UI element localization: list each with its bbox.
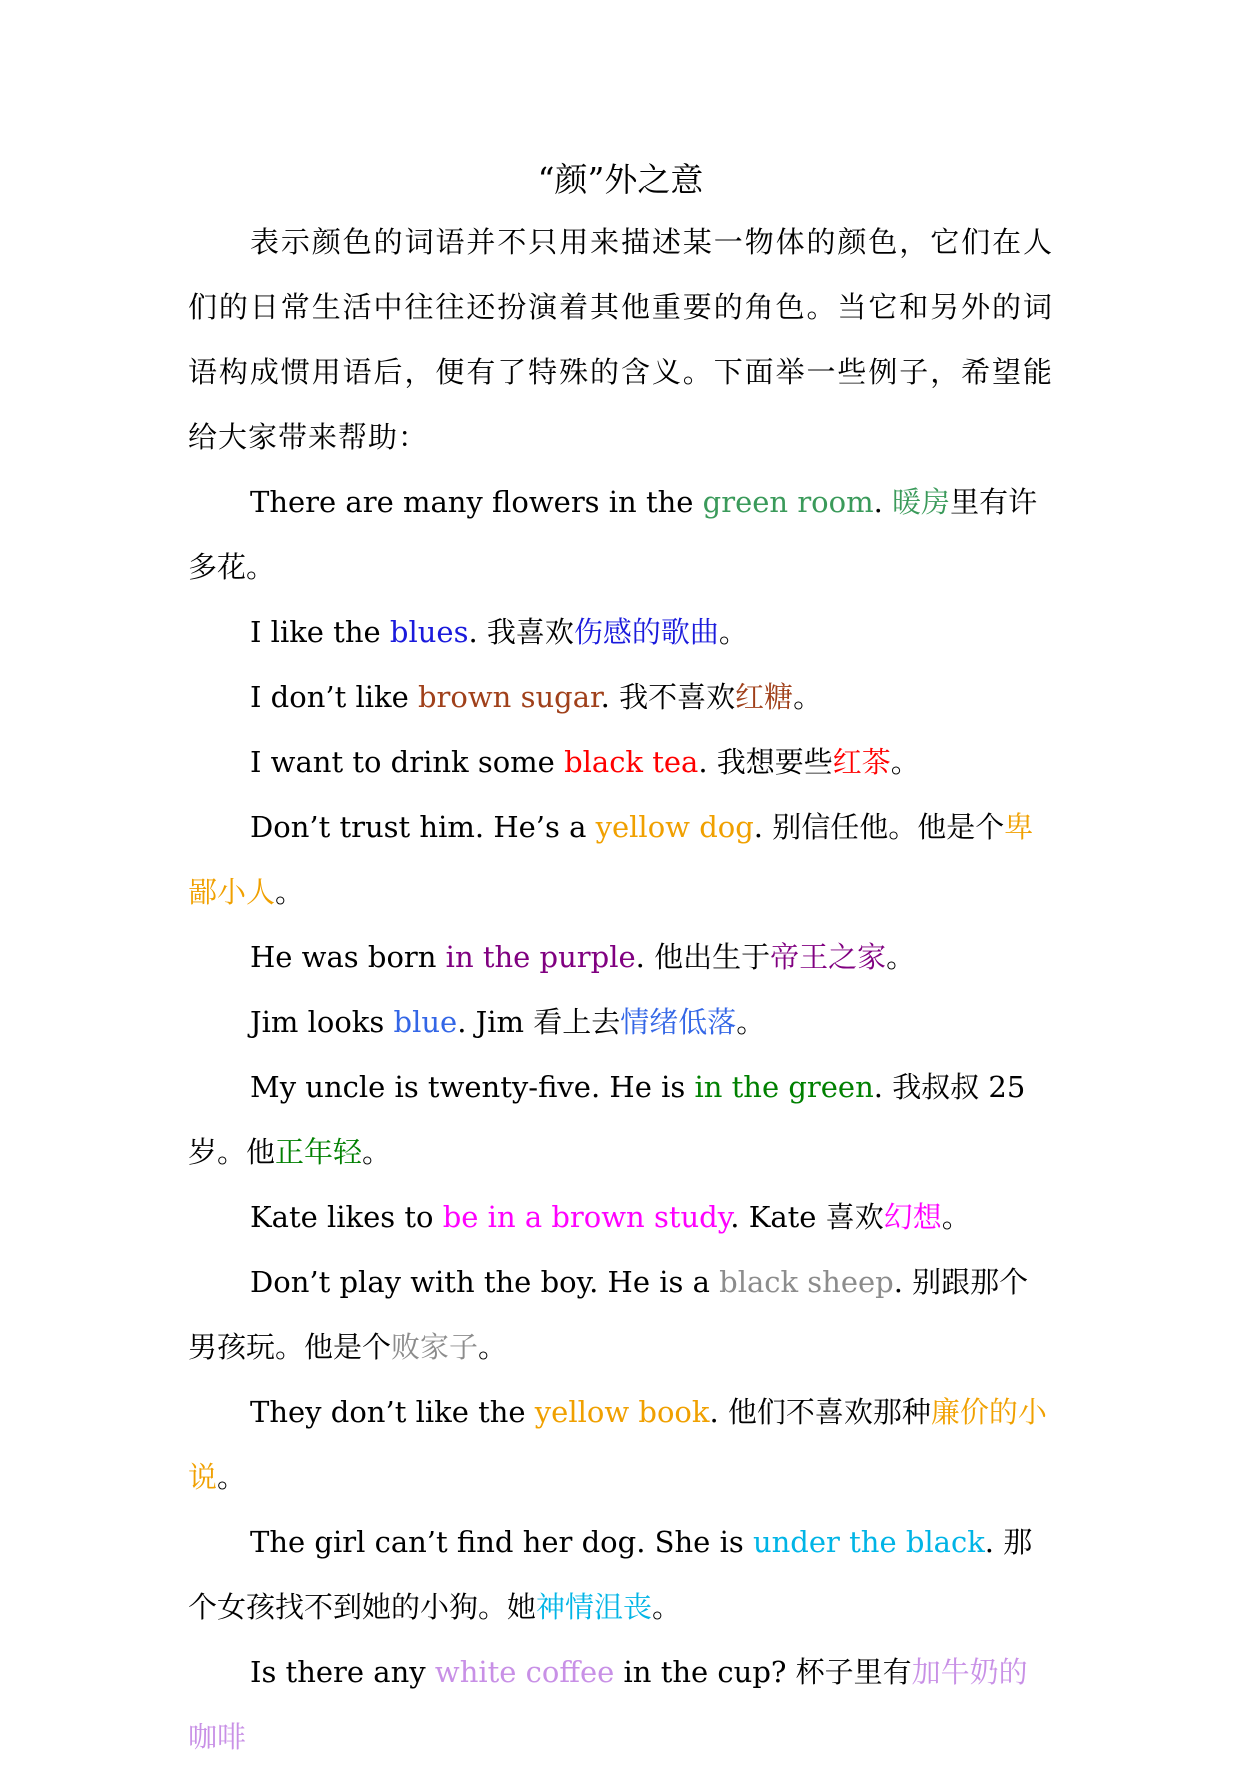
document-title: “颜”外之意	[537, 160, 704, 199]
sentence-text: 。	[793, 680, 823, 714]
sentence-text: Don’t trust him. He’s a	[250, 810, 596, 844]
intro-paragraph: 表示颜色的词语并不只用来描述某一物体的颜色，它们在人们的日常生活中往往还扮演着其他重要的角色。当它和另外的词语构成惯用语后，便有了特殊的含义。下面举一些例子，希望能给大家带来帮助：	[188, 225, 1053, 454]
sentence-text: . 我叔叔 25 岁。他	[188, 1070, 1026, 1169]
highlighted-phrase: be in a brown study	[442, 1200, 731, 1234]
example-sentence	[188, 925, 1053, 990]
example-sentence	[188, 1055, 1053, 1185]
example-sentence	[188, 1640, 1053, 1770]
sentence-text: 。	[217, 1460, 247, 1494]
sentence-text: Don’t play with the boy. He is a	[250, 1265, 720, 1299]
sentence-text: 。	[736, 1005, 766, 1039]
sentence-text: I don’t like	[250, 680, 418, 714]
example-sentence	[188, 470, 1053, 600]
example-sentence	[188, 1185, 1053, 1250]
highlighted-phrase: green room	[702, 485, 874, 519]
sentence-text: I like the	[250, 615, 390, 649]
example-sentence	[188, 1380, 1053, 1510]
highlighted-phrase: 红茶	[832, 745, 891, 779]
sentence-text: The girl can’t find her dog. She is	[250, 1525, 753, 1559]
highlighted-phrase: under the black	[752, 1525, 985, 1559]
sentence-text: 里有许多花。	[188, 485, 1038, 584]
highlighted-phrase: in the purple	[445, 940, 636, 974]
highlighted-phrase: blue	[393, 1005, 458, 1039]
sentence-text: 。	[890, 745, 920, 779]
sentence-text: . 那个女孩找不到她的小狗。她	[188, 1525, 1033, 1624]
example-sentence	[188, 730, 1053, 795]
sentence-text: Is there any	[250, 1655, 435, 1689]
sentence-text: They don’t like the	[250, 1395, 535, 1429]
sentence-text: . Jim 看上去	[457, 1005, 621, 1039]
sentence-text: 。	[362, 1135, 392, 1169]
highlighted-phrase: black tea	[564, 745, 699, 779]
highlighted-phrase: 暖房	[892, 485, 951, 519]
example-sentence	[188, 1250, 1053, 1380]
sentence-text: . 我想要些	[698, 745, 833, 779]
highlighted-phrase: yellow dog	[595, 810, 754, 844]
highlighted-phrase: yellow book	[534, 1395, 710, 1429]
sentence-text: . 别信任他。他是个	[753, 810, 1005, 844]
highlighted-phrase: 红糖	[735, 680, 794, 714]
highlighted-phrase: 神情沮丧	[536, 1590, 653, 1624]
example-sentence	[188, 1510, 1053, 1640]
highlighted-phrase: 卑鄙小人	[188, 810, 1034, 909]
sentence-text: There are many flowers in the	[250, 485, 703, 519]
sentence-text: Jim looks	[250, 1005, 394, 1039]
sentence-text: My uncle is twenty-five. He is	[250, 1070, 695, 1104]
highlighted-phrase: 正年轻	[275, 1135, 363, 1169]
sentence-text: . 他出生于	[635, 940, 771, 974]
sentence-text: Kate likes to	[250, 1200, 443, 1234]
highlighted-phrase: 廉价的小说	[188, 1395, 1047, 1494]
sentence-text: 。	[275, 875, 305, 909]
highlighted-phrase: 败家子	[391, 1330, 479, 1364]
sentence-text: in the cup? 杯子里有	[614, 1655, 912, 1689]
highlighted-phrase: white coffee	[434, 1655, 615, 1689]
example-sentence-list	[188, 470, 1053, 1770]
sentence-text: . 我喜欢	[468, 615, 574, 649]
sentence-text: 。	[886, 940, 916, 974]
highlighted-phrase: blues	[389, 615, 469, 649]
sentence-text: He was born	[250, 940, 446, 974]
highlighted-phrase: 幻想	[883, 1200, 942, 1234]
sentence-text: 。	[652, 1590, 682, 1624]
highlighted-phrase: brown sugar	[417, 680, 601, 714]
sentence-text: 。	[941, 1200, 971, 1234]
sentence-text: 。	[478, 1330, 508, 1364]
sentence-text: . 他们不喜欢那种	[709, 1395, 931, 1429]
sentence-text: . 别跟那个男孩玩。他是个	[188, 1265, 1029, 1364]
highlighted-phrase: 情绪低落	[620, 1005, 737, 1039]
example-sentence	[188, 665, 1053, 730]
sentence-text: I want to drink some	[250, 745, 565, 779]
sentence-text: 。	[718, 615, 748, 649]
highlighted-phrase: in the green	[694, 1070, 874, 1104]
example-sentence	[188, 990, 1053, 1055]
example-sentence	[188, 795, 1053, 925]
highlighted-phrase: 帝王之家	[770, 940, 887, 974]
highlighted-phrase: black sheep	[719, 1265, 894, 1299]
document-page	[188, 150, 1053, 1770]
sentence-text: .	[873, 485, 893, 519]
sentence-text: . Kate 喜欢	[730, 1200, 884, 1234]
example-sentence	[188, 600, 1053, 665]
highlighted-phrase: 加牛奶的咖啡	[188, 1655, 1028, 1754]
sentence-text: . 我不喜欢	[600, 680, 736, 714]
highlighted-phrase: 伤感的歌曲	[573, 615, 719, 649]
